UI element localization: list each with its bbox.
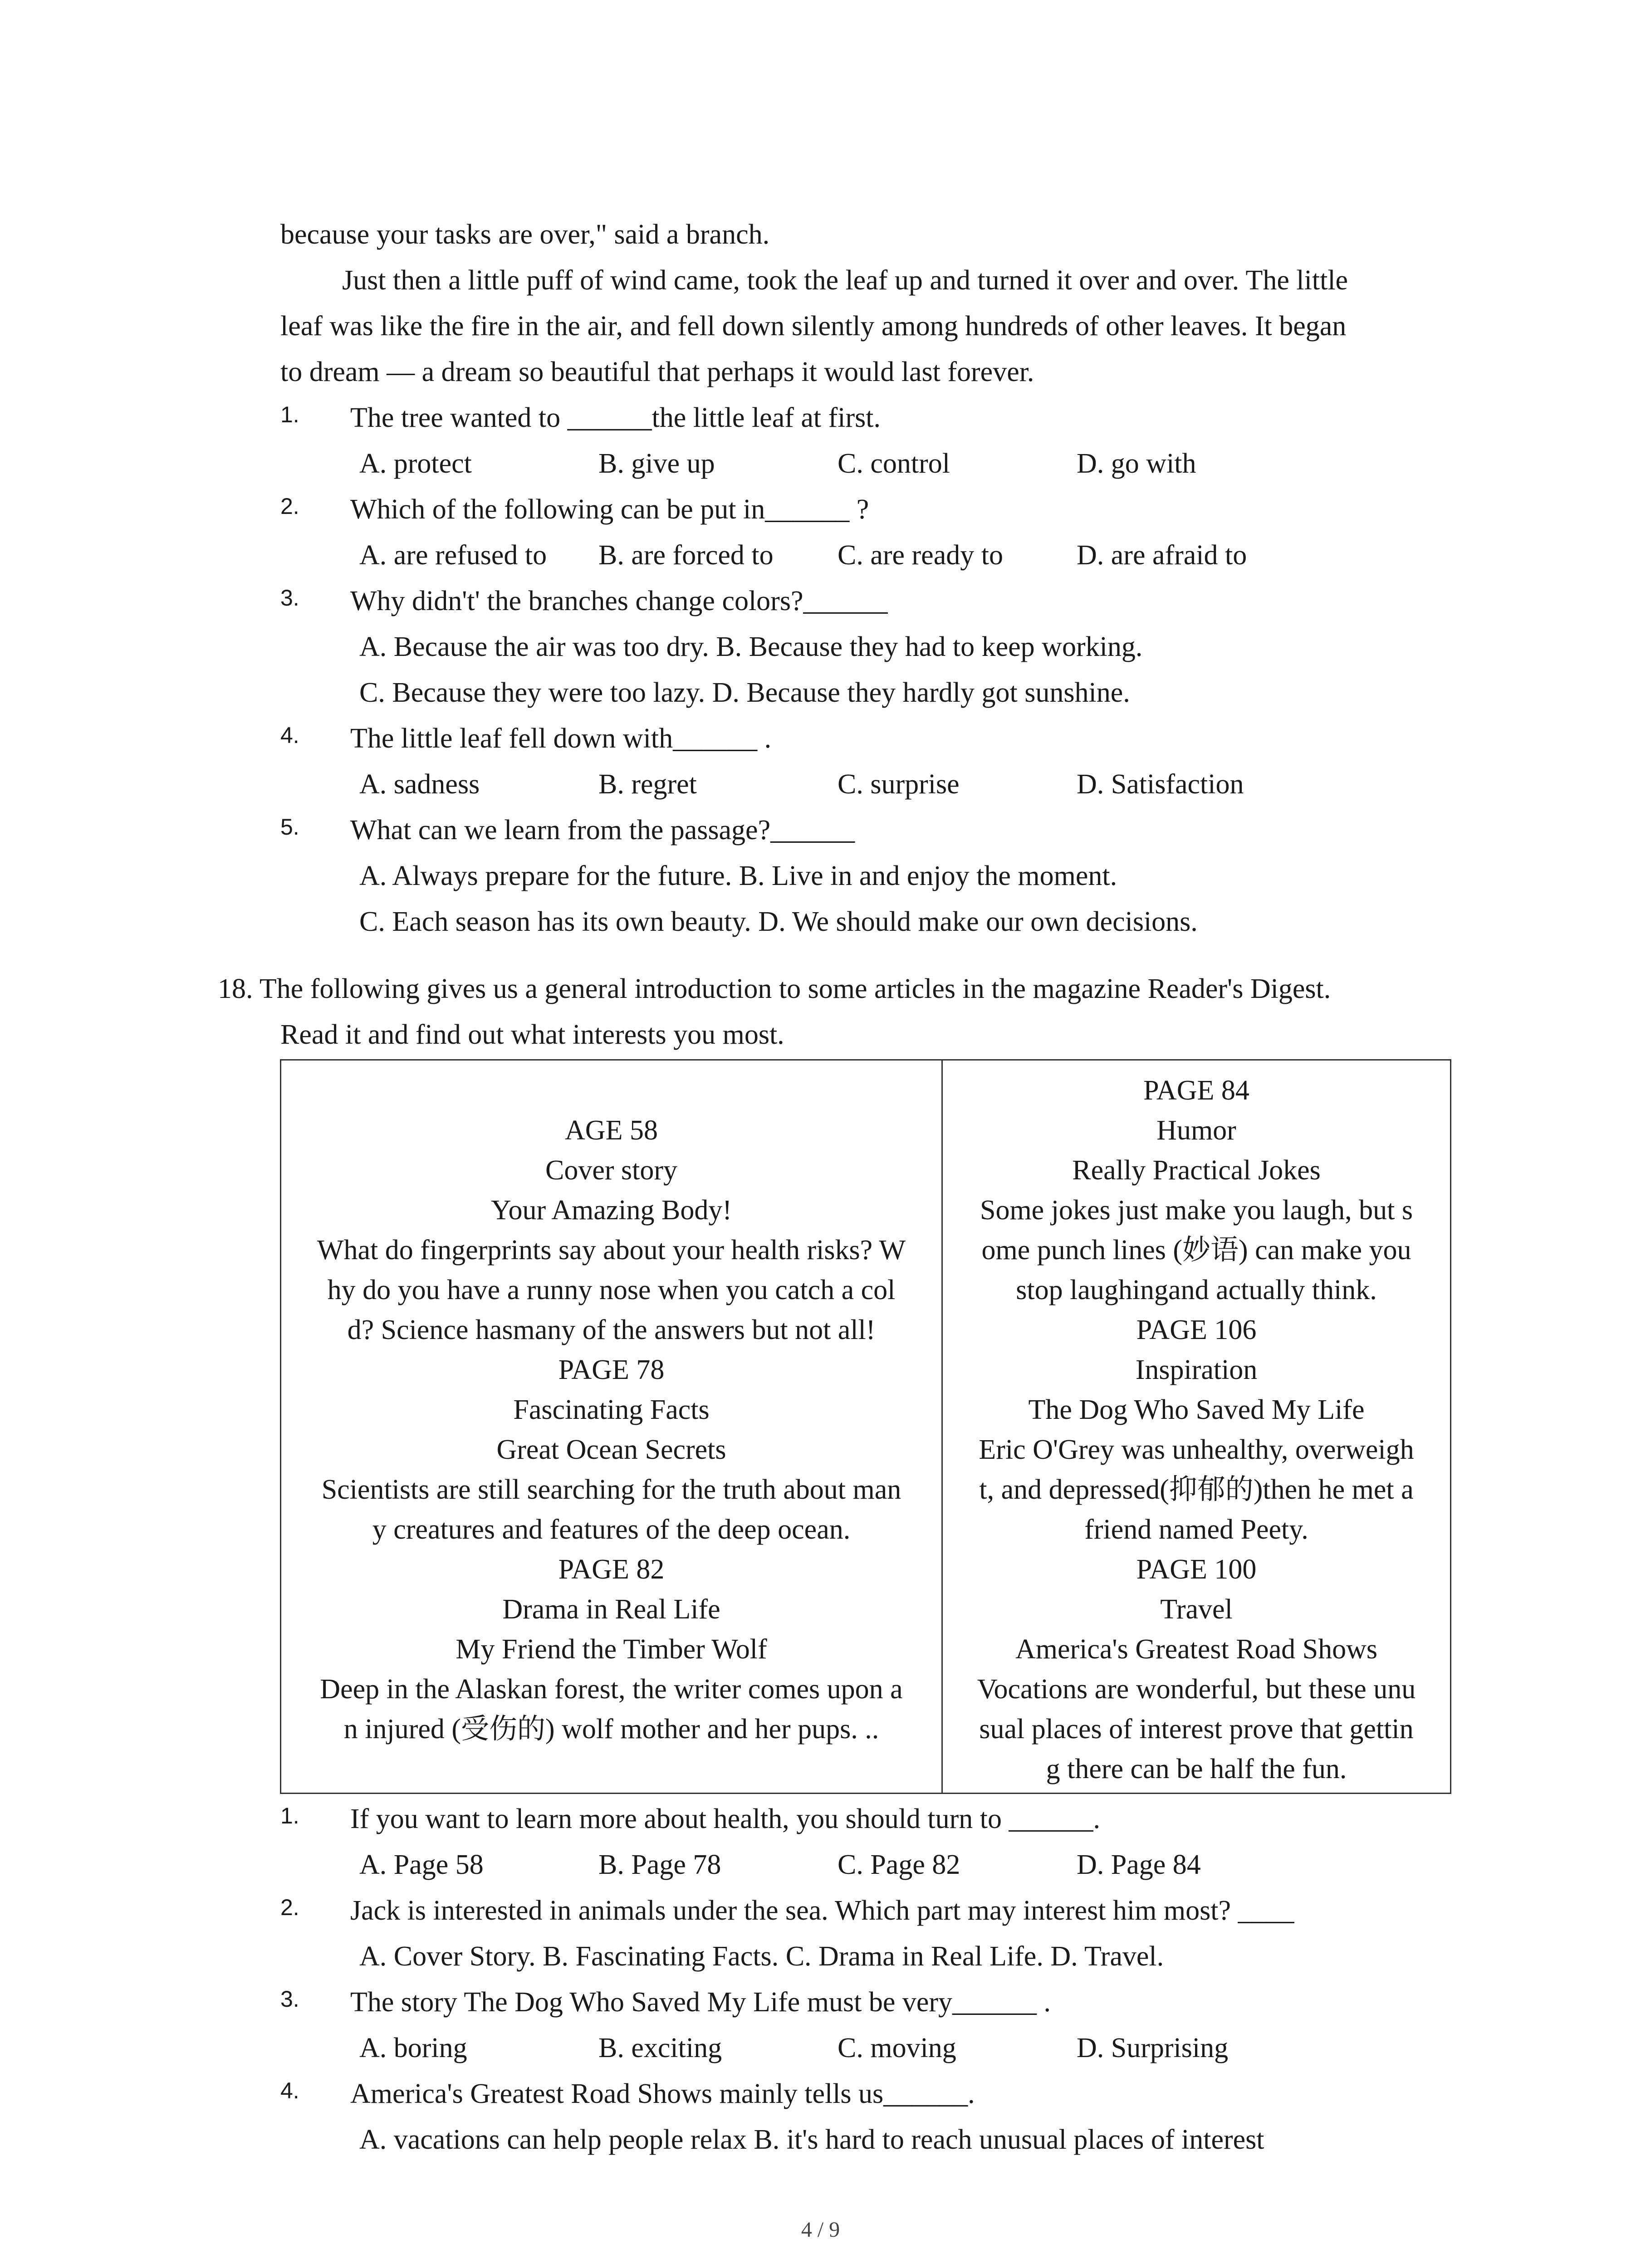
page-label: PAGE 100 xyxy=(1136,1554,1257,1585)
question-number: 5. xyxy=(280,814,299,840)
option-a: A. are refused to xyxy=(359,540,547,571)
article-description: Some jokes just make you laugh, but s xyxy=(980,1195,1413,1226)
option-b: B. regret xyxy=(598,769,697,800)
question-17-4 xyxy=(280,716,1460,762)
option-c: C. control xyxy=(838,448,950,479)
section-name: Humor xyxy=(1156,1115,1236,1146)
article-title: Really Practical Jokes xyxy=(1072,1155,1321,1186)
question-number: 3. xyxy=(280,585,299,611)
article-title: The Dog Who Saved My Life xyxy=(1028,1394,1365,1425)
question-text: The tree wanted to ______the little leaf at first. xyxy=(350,402,881,433)
question-17-3 xyxy=(280,578,1460,624)
question-18-intro: 18. The following gives us a general introduction to some articles in the magazine Reader's Digest. xyxy=(218,973,1331,1004)
article-description: ome punch lines (妙语) can make you xyxy=(981,1235,1411,1266)
option-a: A. Page 58 xyxy=(359,1849,484,1880)
page-label: PAGE 84 xyxy=(1143,1075,1249,1106)
option-d: D. go with xyxy=(1077,448,1196,479)
article-description: y creatures and features of the deep ocean. xyxy=(372,1514,851,1545)
options-row: C. Each season has its own beauty. D. We should make our own decisions. xyxy=(359,906,1198,937)
option-a: A. boring xyxy=(359,2033,467,2063)
question-number: 4. xyxy=(280,2078,299,2103)
question-18-3 xyxy=(280,1980,1460,2025)
option-d: D. are afraid to xyxy=(1077,540,1247,571)
articles-left-column xyxy=(281,1061,943,1793)
option-b: B. give up xyxy=(598,448,715,479)
section-name: Cover story xyxy=(545,1155,678,1186)
article-description: friend named Peety. xyxy=(1084,1514,1308,1545)
article-description: d? Science hasmany of the answers but not all! xyxy=(347,1315,876,1345)
options-row: C. Because they were too lazy. D. Because they hardly got sunshine. xyxy=(359,677,1130,708)
question-number: 2. xyxy=(280,494,299,519)
question-text: The story The Dog Who Saved My Life must be very______ . xyxy=(350,1987,1051,2018)
article-title: My Friend the Timber Wolf xyxy=(456,1634,767,1665)
article-description: Eric O'Grey was unhealthy, overweigh xyxy=(979,1434,1414,1465)
articles-table xyxy=(280,1059,1451,1794)
question-text: What can we learn from the passage?______ xyxy=(350,815,855,846)
article-title: Your Amazing Body! xyxy=(490,1195,732,1226)
options-row: A. vacations can help people relax B. it's hard to reach unusual places of interest xyxy=(359,2124,1264,2155)
article-description: Scientists are still searching for the truth about man xyxy=(321,1474,901,1505)
passage-line: to dream — a dream so beautiful that perhaps it would last forever. xyxy=(280,357,1034,387)
article-description: g there can be half the fun. xyxy=(1046,1754,1347,1784)
question-number: 1. xyxy=(280,1803,299,1828)
article-description: stop laughingand actually think. xyxy=(1016,1275,1377,1305)
option-c: C. Page 82 xyxy=(838,1849,960,1880)
option-a: A. sadness xyxy=(359,769,480,800)
question-text: Which of the following can be put in______ ? xyxy=(350,494,869,525)
question-18-4 xyxy=(280,2071,1460,2117)
passage-line: leaf was like the fire in the air, and fell down silently among hundreds of other leaves. It began xyxy=(280,311,1347,342)
article-title: America's Greatest Road Shows xyxy=(1015,1634,1378,1665)
section-name: Fascinating Facts xyxy=(513,1394,710,1425)
article-description: t, and depressed(抑郁的)then he met a xyxy=(979,1474,1414,1505)
section-name: Drama in Real Life xyxy=(502,1594,720,1625)
option-b: B. Page 78 xyxy=(598,1849,721,1880)
question-text: Jack is interested in animals under the sea. Which part may interest him most? ____ xyxy=(350,1895,1294,1926)
question-text: Why didn't' the branches change colors?______ xyxy=(350,586,888,616)
question-text: If you want to learn more about health, you should turn to ______. xyxy=(350,1804,1101,1834)
article-description: What do fingerprints say about your health risks? W xyxy=(317,1235,906,1266)
page-label: PAGE 106 xyxy=(1136,1315,1257,1345)
question-text: America's Greatest Road Shows mainly tells us______. xyxy=(350,2078,975,2109)
option-b: B. exciting xyxy=(598,2033,722,2063)
question-18-2 xyxy=(280,1888,1460,1934)
question-18-1 xyxy=(280,1796,1460,1842)
article-description: n injured (受伤的) wolf mother and her pups. .. xyxy=(343,1714,879,1745)
article-description: hy do you have a runny nose when you catch a col xyxy=(327,1275,896,1305)
option-c: C. are ready to xyxy=(838,540,1003,571)
article-title: Great Ocean Secrets xyxy=(496,1434,726,1465)
option-d: D. Satisfaction xyxy=(1077,769,1244,800)
question-17-2 xyxy=(280,487,1460,533)
option-c: C. moving xyxy=(838,2033,956,2063)
question-number: 2. xyxy=(280,1895,299,1920)
option-c: C. surprise xyxy=(838,769,960,800)
question-number: 1. xyxy=(280,402,299,427)
articles-right-column xyxy=(943,1061,1450,1793)
page-label: AGE 58 xyxy=(565,1115,658,1146)
question-number: 4. xyxy=(280,723,299,748)
page-label: PAGE 78 xyxy=(558,1354,665,1385)
passage-line: because your tasks are over," said a branch. xyxy=(280,219,770,250)
options-row: A. Always prepare for the future. B. Live in and enjoy the moment. xyxy=(359,860,1117,891)
page-number: 4 / 9 xyxy=(801,2218,840,2242)
option-d: D. Surprising xyxy=(1077,2033,1229,2063)
option-a: A. protect xyxy=(359,448,472,479)
question-text: The little leaf fell down with______ . xyxy=(350,723,772,754)
passage-line: Just then a little puff of wind came, took the leaf up and turned it over and over. The little xyxy=(342,265,1348,296)
page-label: PAGE 82 xyxy=(558,1554,665,1585)
section-name: Inspiration xyxy=(1135,1354,1258,1385)
article-description: sual places of interest prove that gettin xyxy=(979,1714,1414,1745)
question-17-5 xyxy=(280,807,1460,853)
question-17-1 xyxy=(280,395,1460,441)
options-row: A. Because the air was too dry. B. Because they had to keep working. xyxy=(359,631,1143,662)
article-description: Deep in the Alaskan forest, the writer comes upon a xyxy=(320,1674,903,1705)
options-row: A. Cover Story. B. Fascinating Facts. C. Drama in Real Life. D. Travel. xyxy=(359,1941,1164,1972)
article-description: Vocations are wonderful, but these unu xyxy=(977,1674,1416,1705)
section-name: Travel xyxy=(1160,1594,1233,1625)
question-number: 3. xyxy=(280,1986,299,2012)
option-b: B. are forced to xyxy=(598,540,774,571)
question-18-intro-2: Read it and find out what interests you most. xyxy=(280,1019,784,1050)
option-d: D. Page 84 xyxy=(1077,1849,1201,1880)
